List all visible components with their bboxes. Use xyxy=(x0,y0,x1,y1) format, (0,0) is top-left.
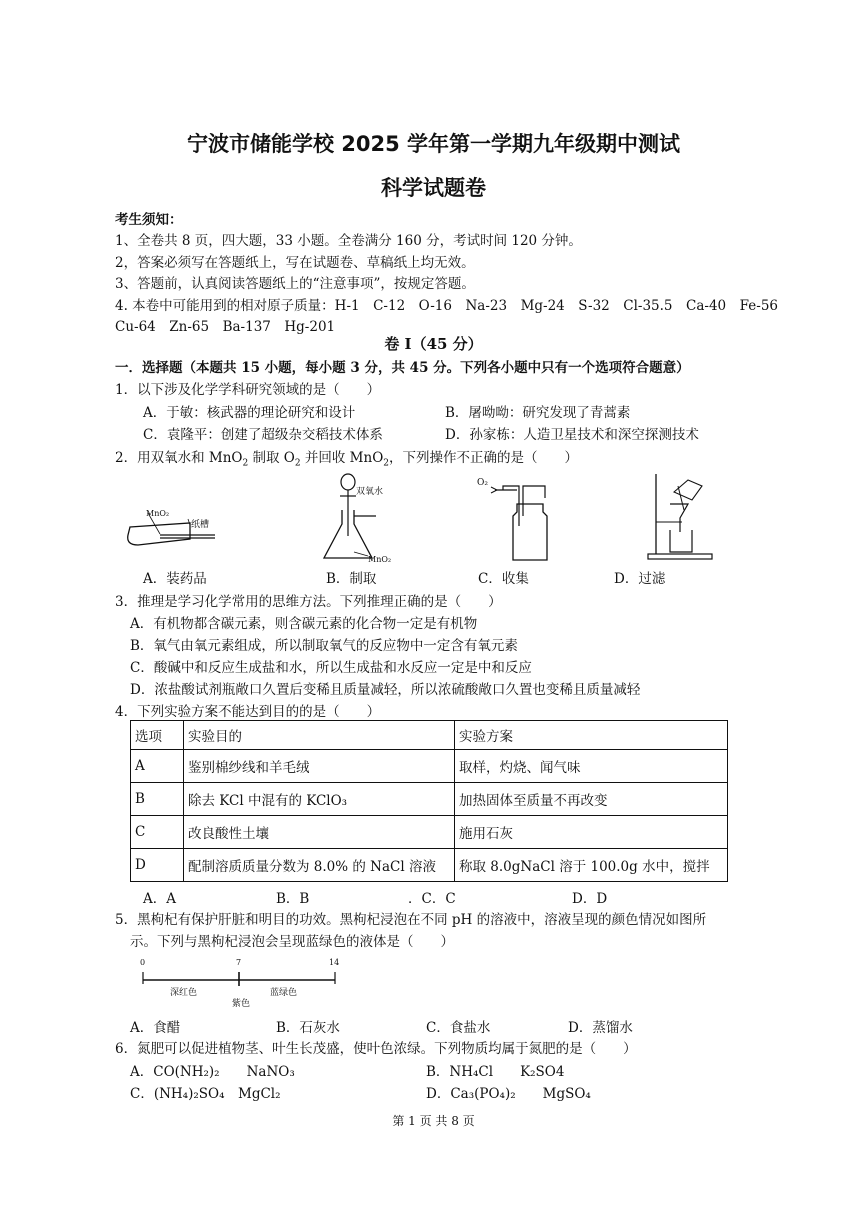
q2-label-mno2: MnO₂ xyxy=(146,509,170,518)
q3-option-a: A．有机物都含碳元素，则含碳元素的化合物一定是有机物 xyxy=(130,616,478,632)
table-header: 实验目的 xyxy=(184,721,455,750)
q5-option-b: B．石灰水 xyxy=(276,1020,340,1036)
table-cell: B xyxy=(131,783,184,816)
table-header: 实验方案 xyxy=(455,721,728,750)
q3-stem: 3．推理是学习化学常用的思维方法。下列推理正确的是（ ） xyxy=(115,594,502,610)
table-cell: 加热固体至质量不再改变 xyxy=(455,783,728,816)
q2-option-d: D．过滤 xyxy=(614,571,666,587)
q6-option-b: B．NH₄Cl K₂SO4 xyxy=(426,1064,565,1080)
q5-option-c: C．食盐水 xyxy=(426,1020,491,1036)
table-cell: D xyxy=(131,849,184,882)
q5-tick-14: 14 xyxy=(329,958,340,967)
notice-item: 1、全卷共 8 页，四大题，33 小题。全卷满分 160 分，考试时间 120 分钟。 xyxy=(115,233,582,249)
table-cell: C xyxy=(131,816,184,849)
q5-option-d: D．蒸馏水 xyxy=(568,1020,633,1036)
q1-option-a: A．于敏：核武器的理论研究和设计 xyxy=(143,405,356,421)
q2-figure-b-flask xyxy=(318,466,388,566)
q2-option-c: C．收集 xyxy=(478,571,529,587)
q3-option-b: B．氧气由氧元素组成，所以制取氧气的反应物中一定含有氧元素 xyxy=(130,638,518,654)
q4-stem: 4．下列实验方案不能达到目的的是（ ） xyxy=(115,704,381,720)
notice-heading: 考生须知： xyxy=(115,212,183,228)
q5-tick-7: 7 xyxy=(236,958,242,967)
table-cell: 取样，灼烧、闻气味 xyxy=(455,750,728,783)
q5-option-a: A．食醋 xyxy=(130,1020,181,1036)
q6-option-c: C．(NH₄)₂SO₄ MgCl₂ xyxy=(130,1086,281,1102)
q2-stem: 2．用双氧水和 MnO$_2$ 制取 $O_2$ 并回收 MnO$_2$，下列操作不正确的是（ ） xyxy=(115,450,578,469)
q5-label-deep-red: 深红色 xyxy=(170,988,198,998)
page-subtitle: 科学试题卷 xyxy=(381,176,486,200)
table-cell: 施用石灰 xyxy=(455,816,728,849)
q2-figure-d-filtration xyxy=(640,470,715,562)
q1-stem: 1．以下涉及化学学科研究领域的是（ ） xyxy=(115,382,381,398)
q5-stem-line2: 示。下列与黑枸杞浸泡会呈现蓝绿色的液体是（ ） xyxy=(130,934,454,950)
table-cell: A xyxy=(131,750,184,783)
page-title: 宁波市储能学校 2025 学年第一学期九年级期中测试 xyxy=(186,132,681,156)
q5-tick-0: 0 xyxy=(140,958,146,967)
q1-option-c: C．袁隆平：创建了超级杂交稻技术体系 xyxy=(143,427,383,443)
notice-item: 2，答案必须写在答题纸上，写在试题卷、草稿纸上均无效。 xyxy=(115,255,475,271)
table-cell: 配制溶质质量分数为 8.0% 的 NaCl 溶液 xyxy=(184,849,455,882)
q2-option-b: B．制取 xyxy=(326,571,377,587)
q2-figure-c-gas-bottle xyxy=(475,476,555,566)
q5-label-blue-green: 蓝绿色 xyxy=(270,988,298,998)
q2-label-o2: O₂ xyxy=(477,478,488,488)
q4-option-c: ．C．C xyxy=(408,891,456,907)
page-footer: 第 1 页 共 8 页 xyxy=(392,1114,475,1128)
q4-option-d: D．D xyxy=(572,891,608,907)
q3-option-c: C．酸碱中和反应生成盐和水，所以生成盐和水反应一定是中和反应 xyxy=(130,660,532,676)
q6-option-d: D．Ca₃(PO₄)₂ MgSO₄ xyxy=(426,1086,591,1102)
table-row xyxy=(131,849,728,882)
q4-option-a: A．A xyxy=(143,891,176,907)
q6-option-a: A．CO(NH₂)₂ NaNO₃ xyxy=(130,1064,295,1080)
q3-option-d: D．浓盐酸试剂瓶敞口久置后变稀且质量减轻，所以浓硫酸敞口久置也变稀且质量减轻 xyxy=(130,682,641,698)
q1-option-d: D．孙家栋：人造卫星技术和深空探测技术 xyxy=(445,427,699,443)
table-cell: 除去 KCl 中混有的 KClO₃ xyxy=(184,783,455,816)
table-cell: 称取 8.0gNaCl 溶于 100.0g 水中，搅拌 xyxy=(455,849,728,882)
table-header: 选项 xyxy=(131,721,184,750)
table-cell: 改良酸性土壤 xyxy=(184,816,455,849)
q2-figure-a-test-tube xyxy=(120,505,230,565)
q2-label-h2o2: 双氧水 xyxy=(356,487,384,497)
notice-item: 3、答题前，认真阅读答题纸上的“注意事项”，按规定答题。 xyxy=(115,276,475,292)
table-cell: 鉴别棉纱线和羊毛绒 xyxy=(184,750,455,783)
q2-label-mno2-b: MnO₂ xyxy=(368,555,392,564)
q4-table xyxy=(130,720,728,882)
section-title: 卷 I（45 分） xyxy=(384,335,483,353)
part-heading: 一．选择题（本题共 15 小题，每小题 3 分，共 45 分。下列各小题中只有一个选项符合题意） xyxy=(115,360,690,376)
table-row xyxy=(131,783,728,816)
q5-label-purple: 紫色 xyxy=(232,999,251,1009)
q2-option-a: A．装药品 xyxy=(143,571,207,587)
notice-item: Cu-64 Zn-65 Ba-137 Hg-201 xyxy=(115,319,336,335)
q1-option-b: B．屠呦呦：研究发现了青蒿素 xyxy=(445,405,631,421)
table-row xyxy=(131,750,728,783)
q4-option-b: B．B xyxy=(276,891,310,907)
q6-stem: 6．氮肥可以促进植物茎、叶生长茂盛，使叶色浓绿。下列物质均属于氮肥的是（ ） xyxy=(115,1041,637,1057)
table-header-row xyxy=(131,721,728,750)
q2-label-paper: 纸槽 xyxy=(191,520,210,530)
q5-stem-line1: 5．黑枸杞有保护肝脏和明目的功效。黑枸杞浸泡在不同 pH 的溶液中，溶液呈现的颜色情况如图所 xyxy=(115,912,707,928)
notice-item: 4. 本卷中可能用到的相对原子质量：H-1 C-12 O-16 Na-23 Mg-24 S-32 Cl-35.5 Ca-40 Fe-56 xyxy=(115,298,778,314)
table-row xyxy=(131,816,728,849)
